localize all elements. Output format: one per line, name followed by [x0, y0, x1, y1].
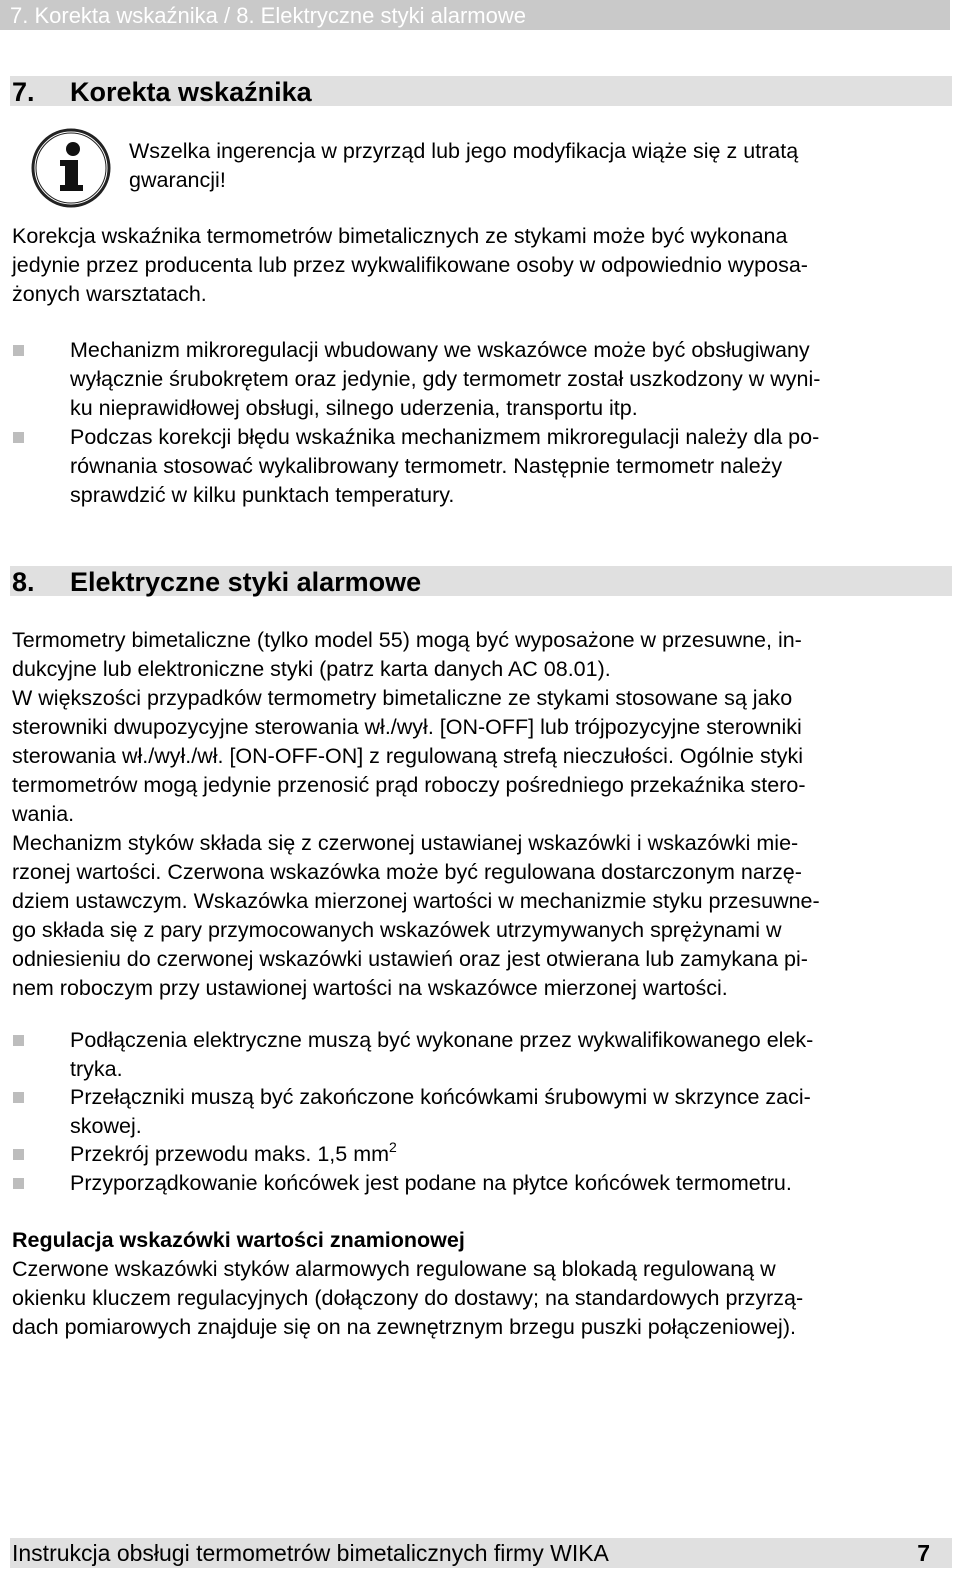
text-line: Korekcja wskaźnika termometrów bimetalicznych ze stykami może być wykonana — [12, 224, 788, 248]
text-line: ku nieprawidłowej obsługi, silnego uderzenia, transportu itp. — [70, 396, 638, 420]
text-line: wania. — [12, 802, 75, 826]
text-line: okienku kluczem regulacyjnych (dołączony do dostawy; na standardowych przyrzą- — [12, 1286, 804, 1310]
text-line: nem roboczym przy ustawionej wartości na wskazówce mierzonej wartości. — [12, 976, 728, 1000]
text-line: rzonej wartości. Czerwona wskazówka może być regulowana dostarczonym narzę- — [12, 860, 802, 884]
text-line: Przyporządkowanie końcówek jest podane na płytce końcówek termometru. — [70, 1171, 792, 1195]
square-bullet-icon — [13, 432, 24, 443]
warning-line: Wszelka ingerencja w przyrząd lub jego modyfikacja wiąże się z utratą — [129, 139, 799, 163]
intro-paragraph — [12, 222, 952, 309]
section-title: Elektryczne styki alarmowe — [70, 567, 422, 597]
text-line: odniesieniu do czerwonej wskazówki ustawień oraz jest otwierana lub zamykana pi- — [12, 947, 808, 971]
text-line: jedynie przez producenta lub przez wykwalifikowane osoby w odpowiednio wyposa- — [12, 253, 808, 277]
text-line: Podczas korekcji błędu wskaźnika mechanizmem mikroregulacji należy dla po- — [70, 425, 820, 449]
text-line: równania stosować wykalibrowany termometr. Następnie termometr należy — [70, 454, 783, 478]
warning-line: gwarancji! — [129, 168, 226, 192]
text-line: Termometry bimetaliczne (tylko model 55) mogą być wyposażone w przesuwne, in- — [12, 628, 802, 652]
running-header: 7. Korekta wskaźnika / 8. Elektryczne styki alarmowe — [0, 0, 950, 30]
text-line: Podłączenia elektryczne muszą być wykonane przez wykwalifikowanego elek- — [70, 1028, 814, 1052]
section-number: 7. — [12, 77, 35, 107]
section-7-heading — [10, 76, 952, 106]
text-line: W większości przypadków termometry bimetaliczne ze stykami stosowane są jako — [12, 686, 793, 710]
page-footer — [10, 1538, 952, 1568]
square-bullet-icon — [13, 345, 24, 356]
page-number: 7 — [917, 1540, 930, 1566]
info-icon — [30, 127, 112, 209]
subsection — [12, 1226, 952, 1342]
text-line: Mechanizm mikroregulacji wbudowany we wskazówce może być obsługiwany — [70, 338, 810, 362]
subsection-heading: Regulacja wskazówki wartości znamionowej — [12, 1228, 465, 1252]
square-bullet-icon — [13, 1178, 24, 1189]
text-line: skowej. — [70, 1114, 142, 1138]
text-line — [70, 1140, 397, 1169]
text-line: Czerwone wskazówki styków alarmowych regulowane są blokadą regulowaną w — [12, 1257, 776, 1281]
superscript: 2 — [389, 1139, 397, 1155]
footer-text: Instrukcja obsługi termometrów bimetalicznych firmy WIKA — [12, 1540, 609, 1566]
section-number: 8. — [12, 567, 35, 597]
cable-cross-section-text: Przekrój przewodu maks. 1,5 mm — [70, 1142, 390, 1166]
text-line: wyłącznie śrubokrętem oraz jedynie, gdy termometr został uszkodzony w wyni- — [70, 367, 821, 391]
text-line: tryka. — [70, 1057, 123, 1081]
text-line: sterowania wł./wył./wł. [ON-OFF-ON] z regulowaną strefą nieczułości. Ogólnie styki — [12, 744, 803, 768]
text-line: dach pomiarowych znajduje się on na zewnętrznym brzegu puszki połączeniowej). — [12, 1315, 796, 1339]
square-bullet-icon — [13, 1092, 24, 1103]
square-bullet-icon — [13, 1035, 24, 1046]
text-line: go składa się z pary przymocowanych wskazówek utrzymywanych sprężynami w — [12, 918, 782, 942]
section-8-body — [12, 626, 952, 1003]
square-bullet-icon — [13, 1149, 24, 1160]
warning-text — [129, 137, 798, 195]
text-line: sterowniki dwupozycyjne sterowania wł./wył. [ON-OFF] lub trójpozycyjne sterowniki — [12, 715, 802, 739]
section-title: Korekta wskaźnika — [70, 77, 312, 107]
text-line: Mechanizm styków składa się z czerwonej ustawianej wskazówki i wskazówki mie- — [12, 831, 799, 855]
text-line: dukcyjne lub elektroniczne styki (patrz karta danych AC 08.01). — [12, 657, 611, 681]
section-8-heading — [10, 566, 952, 596]
text-line: termometrów mogą jedynie przenosić prąd roboczy pośredniego przekaźnika stero- — [12, 773, 806, 797]
text-line: sprawdzić w kilku punktach temperatury. — [70, 483, 455, 507]
text-line: żonych warsztatach. — [12, 282, 207, 306]
text-line: dziem ustawczym. Wskazówka mierzonej wartości w mechanizmie styku przesuwne- — [12, 889, 820, 913]
text-line: Przełączniki muszą być zakończone końcówkami śrubowymi w skrzynce zaci- — [70, 1085, 811, 1109]
